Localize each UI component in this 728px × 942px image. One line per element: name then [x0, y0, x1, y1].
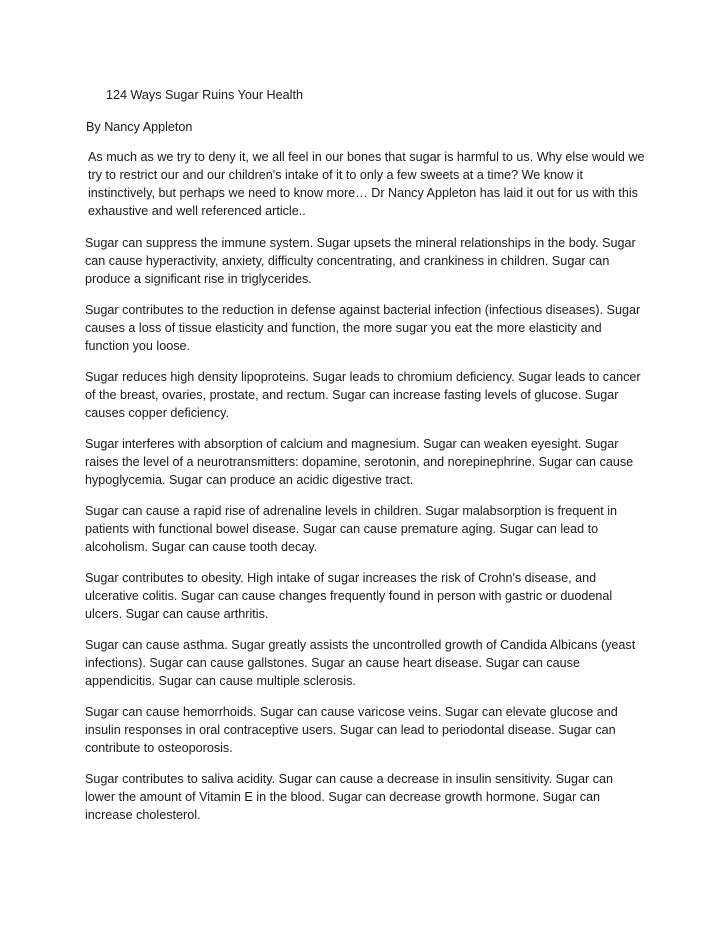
intro-paragraph: As much as we try to deny it, we all feel in our bones that sugar is harmful to us. Why else would we try to restrict our and our children's intake of it to only a few sweets at a time? We know it instinctively, but perhaps we need to know more… Dr Nancy Appleton has laid it out for us with this exhaustive and well referenced article..	[88, 150, 645, 218]
body-paragraph-2: Sugar contributes to the reduction in defense against bacterial infection (infectious diseases). Sugar causes a loss of tissue elasticity and function, the more sugar you eat the more elasticity and function you loose.	[85, 303, 641, 353]
body-paragraph-3: Sugar reduces high density lipoproteins. Sugar leads to chromium deficiency. Sugar leads to cancer of the breast, ovaries, prostate, and rectum. Sugar can increase fasting levels of glucose. Sugar causes copper deficiency.	[85, 370, 641, 420]
body-paragraph-6: Sugar contributes to obesity. High intake of sugar increases the risk of Crohn's disease, and ulcerative colitis. Sugar can cause changes frequently found in person with gastric or duodenal ulcers. Sugar can cause arthritis.	[85, 571, 613, 621]
body-paragraph-7: Sugar can cause asthma. Sugar greatly assists the uncontrolled growth of Candida Albicans (yeast infections). Sugar can cause gallstones. Sugar an cause heart disease. Sugar can cause appendicitis. Sugar can cause multiple sclerosis.	[85, 638, 636, 688]
page-title: 124 Ways Sugar Ruins Your Health	[106, 88, 303, 102]
body-paragraph-8: Sugar can cause hemorrhoids. Sugar can cause varicose veins. Sugar can elevate glucose and insulin responses in oral contraceptive users. Sugar can lead to periodontal disease. Sugar can contribute to osteoporosis.	[85, 705, 618, 755]
body-paragraph-4: Sugar interferes with absorption of calcium and magnesium. Sugar can weaken eyesight. Sugar raises the level of a neurotransmitters: dopamine, serotonin, and norepinephrine. Sugar can cause hypoglycemia. Sugar can produce an acidic digestive tract.	[85, 437, 634, 487]
author-byline: By Nancy Appleton	[86, 120, 193, 134]
body-paragraph-5: Sugar can cause a rapid rise of adrenaline levels in children. Sugar malabsorption is frequent in patients with functional bowel disease. Sugar can cause premature aging. Sugar can lead to alcoholism. Sugar can cause tooth decay.	[85, 504, 618, 554]
body-paragraph-1: Sugar can suppress the immune system. Sugar upsets the mineral relationships in the body. Sugar can cause hyperactivity, anxiety, difficulty concentrating, and crankiness in children. Sugar can produce a significant rise in triglycerides.	[85, 236, 636, 286]
body-paragraph-9: Sugar contributes to saliva acidity. Sugar can cause a decrease in insulin sensitivity. Sugar can lower the amount of Vitamin E in the blood. Sugar can decrease growth hormone. Sugar can increase cholesterol.	[85, 772, 614, 822]
article-body	[85, 148, 645, 837]
